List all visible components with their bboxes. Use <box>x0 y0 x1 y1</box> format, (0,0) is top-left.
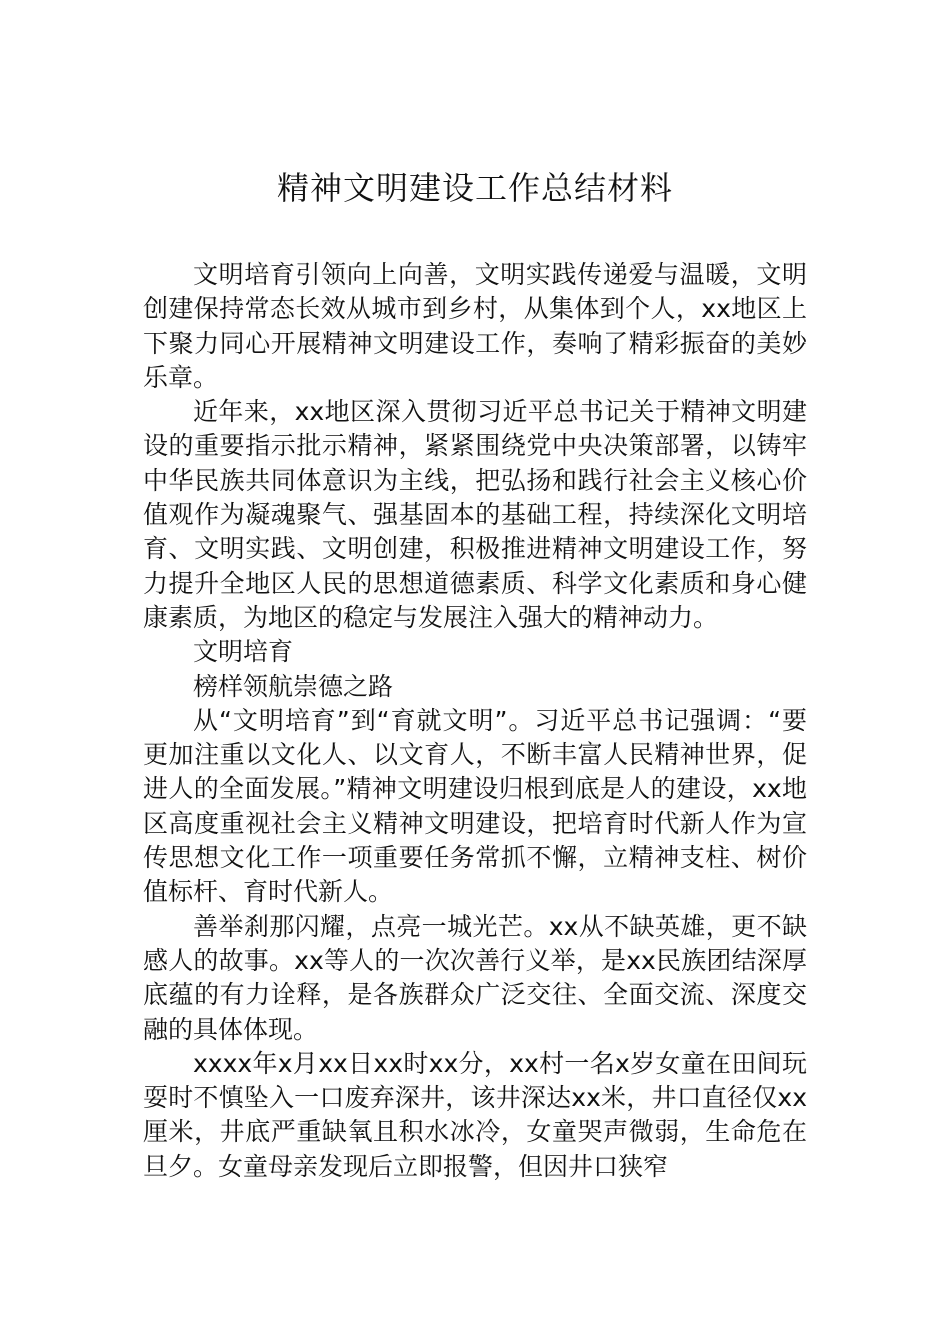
document-title: 精神文明建设工作总结材料 <box>276 169 673 207</box>
document-body <box>143 258 807 1184</box>
paragraph-overview: 近年来，xx地区深入贯彻习近平总书记关于精神文明建设的重要指示批示精神，紧紧围绕党中央决策部署，以铸牢中华民族共同体意识为主线，把弘扬和践行社会主义核心价值观作为凝魂聚气、强基固本的基础工程，持续深化文明培育、文明实践、文明创建，积极推进精神文明建设工作，努力提升全地区人民的思想道德素质、科学文化素质和身心健康素质，为地区的稳定与发展注入强大的精神动力。 <box>143 397 807 632</box>
paragraph-rescue-story: xxxx年x月xx日xx时xx分，xx村一名x岁女童在田间玩耍时不慎坠入一口废弃深井，该井深达xx米，井口直径仅xx厘米，井底严重缺氧且积水冰冷，女童哭声微弱，生命危在旦夕。女童母亲发现后立即报警，但因井口狭窄 <box>143 1048 807 1181</box>
paragraph-good-deeds: 善举刹那闪耀，点亮一城光芒。xx从不缺英雄，更不缺感人的故事。xx等人的一次次善行义举，是xx民族团结深厚底蕴的有力诠释，是各族群众广泛交往、全面交流、深度交融的具体体现。 <box>143 911 807 1044</box>
subsection-heading: 榜样领航崇德之路 <box>193 671 394 701</box>
section-heading: 文明培育 <box>193 637 294 667</box>
paragraph-intro: 文明培育引领向上向善，文明实践传递爱与温暖，文明创建保持常态长效从城市到乡村，从集体到个人，xx地区上下聚力同心开展精神文明建设工作，奏响了精彩振奋的美妙乐章。 <box>143 260 807 392</box>
paragraph-cultivation: 从“文明培育”到“育就文明”。习近平总书记强调：“要更加注重以文化人、以文育人，不断丰富人民精神世界，促进人的全面发展。”精神文明建设归根到底是人的建设，xx地区高度重视社会主义精神文明建设，把培育时代新人作为宣传思想文化工作一项重要任务常抓不懈，立精神支柱、树价值标杆、育时代新人。 <box>143 705 807 907</box>
